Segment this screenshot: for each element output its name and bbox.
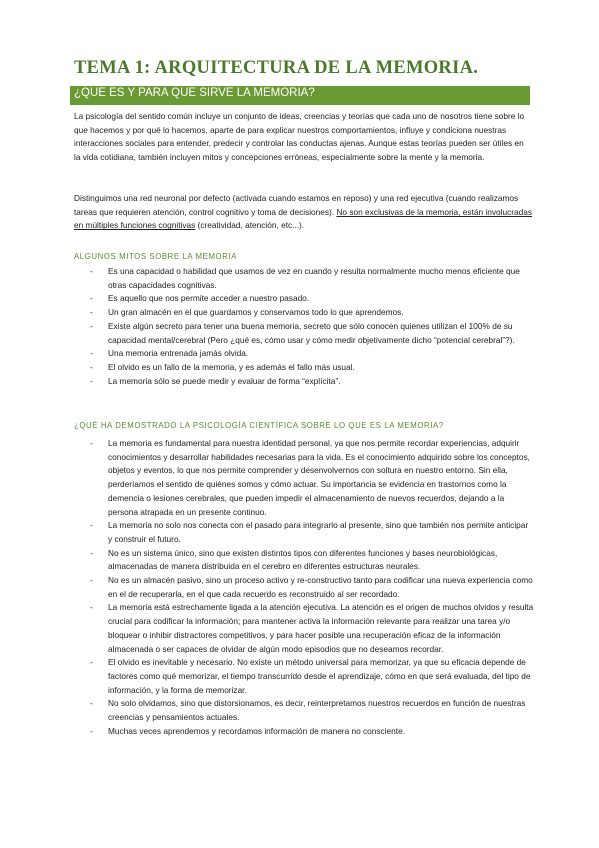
list-item [74, 320, 534, 347]
list-item [74, 697, 534, 724]
section-banner [70, 86, 530, 105]
networks-paragraph-end: (creatividad, atención, etc...). [195, 220, 305, 231]
list-item-text: La memoria está estrechamente ligada a la atención ejecutiva. La atención es el origen de muchos olvidos y resulta crucial para codificar la información; para mantener activa la información relevante para realizar una tarea y/o bloquear o inhibir distractores competitivos, y para hacer posible una recuperación eficaz de la información almacenada o ser capaces de olvidar de algún modo episodios que no deseamos recordar. [108, 602, 534, 654]
list-item [74, 361, 534, 375]
list-dash: - [90, 307, 93, 318]
list-item-text: Muchas veces aprendemos y recordamos información de manera no consciente. [108, 725, 405, 736]
list-item-text: La memoria sólo se puede medir y evaluar de forma “explícita”. [108, 375, 341, 386]
list-dash: - [90, 438, 93, 448]
list-dash: - [90, 547, 93, 558]
list-item-text: Un gran almacén en el que guardamos y conservamos todo lo que aprendemos. [108, 307, 404, 318]
list-item-text: El olvido es un fallo de la memoria, y es además el fallo más usual. [108, 361, 355, 372]
myths-list [74, 265, 534, 388]
networks-paragraph [74, 192, 532, 233]
list-item [74, 656, 534, 697]
list-dash: - [90, 657, 93, 668]
list-item-text: No es un sistema único, sino que existen distintos tipos con diferentes funciones y bases neurobiológicas, almacenadas de manera distribuida en el cerebro en diferentes estructuras neurales. [108, 547, 498, 572]
list-dash: - [90, 348, 93, 359]
list-item [74, 547, 534, 574]
list-dash: - [90, 375, 93, 386]
list-item-text: El olvido es inevitable y necesario. No existe un método universal para memorizar, ya que su eficacia depende de factores como qué memorizar, el tiempo transcurrido desde el aprendizaje, cómo en que será evaluada, del tipo de información, y la forma de memorizar. [108, 657, 531, 695]
list-dash: - [90, 602, 93, 613]
list-item [74, 306, 534, 320]
list-dash: - [90, 320, 93, 331]
list-item-text: No es un almacén pasivo, sino un proceso activo y re-constructivo tanto para codificar una nueva experiencia como en el de recuperarla, en el que cada recuerdo es reconstruido al ser recordado. [108, 575, 533, 599]
list-dash: - [90, 293, 93, 304]
list-dash: - [90, 725, 93, 736]
list-dash: - [90, 520, 93, 531]
list-item-text: No solo olvidamos, sino que distorsionamos, es decir, reinterpretamos nuestros recuerdos en función de nuestras creencias y pensamientos actuales. [108, 698, 526, 723]
list-item [74, 437, 534, 519]
list-item-text: La memoria no solo nos conecta con el pasado para integrarlo al presente, sino que también nos permite anticipar y construir el futuro. [108, 520, 529, 544]
list-dash: - [90, 575, 93, 586]
list-item [74, 375, 534, 389]
page-title: TEMA 1: ARQUITECTURA DE LA MEMORIA. [74, 58, 479, 78]
list-item [74, 601, 534, 656]
list-item [74, 725, 534, 739]
list-item [74, 265, 534, 292]
science-list [74, 437, 534, 738]
intro-paragraph: La psicología del sentido común incluye un conjunto de ideas, creencias y teorías que cada uno de nosotros tiene sobre lo que hacemos y por qué lo hacemos, aparte de para explicar nuestros comportamientos, influye y condiciona nuestras interacciones sociales para entender, predecir y controlar las conductas ajenas. Aunque estas teorías pueden ser útiles en la vida cotidiana, también incluyen mitos y concepciones erróneas, especialmente sobre la mente y la memoria. [74, 111, 525, 163]
banner-text: ¿QUE ES Y PARA QUE SIRVE LA MEMORIA? [74, 87, 315, 99]
list-item [74, 292, 534, 306]
networks-paragraph-start: Distinguimos una red neuronal por defecto (activada cuando estamos en reposo) y una red ejecutiva (cuando realizamos tareas que requieren atención, control cognitivo y toma de decisiones). [74, 193, 519, 217]
list-item-text: Una memoria entrenada jamás olvida. [108, 348, 249, 359]
networks-paragraph-underlined: No son exclusivas de la memoria, están involucradas en múltiples funciones cognitivas [74, 206, 532, 231]
list-dash: - [90, 698, 93, 709]
list-dash: - [90, 361, 93, 372]
list-item [74, 347, 534, 361]
list-item [74, 519, 534, 546]
list-item-text: La memoria es fundamental para nuestra identidad personal, ya que nos permite recordar experiencias, adquirir conocimientos y desarrollar habilidades necesarias para la vida. Es el conocimiento adquirido sobre los conceptos, objetos y eventos, lo que nos permite comprender y desenvolvernos con soltura en nuestro entorno. Sin ella, perderíamos el sentido de quiénes somos y cómo actuar. Su importancia se evidencia en trastornos como la demencia o lesiones cerebrales, que pueden impedir el almacenamiento de nuevos recuerdos, dejando a la persona atrapada en un presente continuo. [108, 438, 530, 517]
list-item-text: Es una capacidad o habilidad que usamos de vez en cuando y resulta normalmente mucho menos eficiente que otras capacidades cognitivas. [108, 266, 520, 290]
science-heading: ¿QUÉ HA DEMOSTRADO LA PSICOLOGÍA CIENTÍFICA SOBRE LO QUE ES LA MEMORIA? [74, 421, 444, 430]
list-dash: - [90, 266, 93, 276]
list-item [74, 574, 534, 601]
list-item-text: Es aquello que nos permite acceder a nuestro pasado. [108, 293, 310, 304]
myths-heading: ALGUNOS MITOS SOBRE LA MEMORIA [74, 252, 237, 261]
list-item-text: Existe algún secreto para tener una buena memoria, secreto que sólo conocen quienes utilizan el 100% de su capacidad mental/cerebral (Pero ¿qué es, cómo usar y cómo medir objetivamente dicho “potencial cerebral”?). [108, 320, 515, 345]
